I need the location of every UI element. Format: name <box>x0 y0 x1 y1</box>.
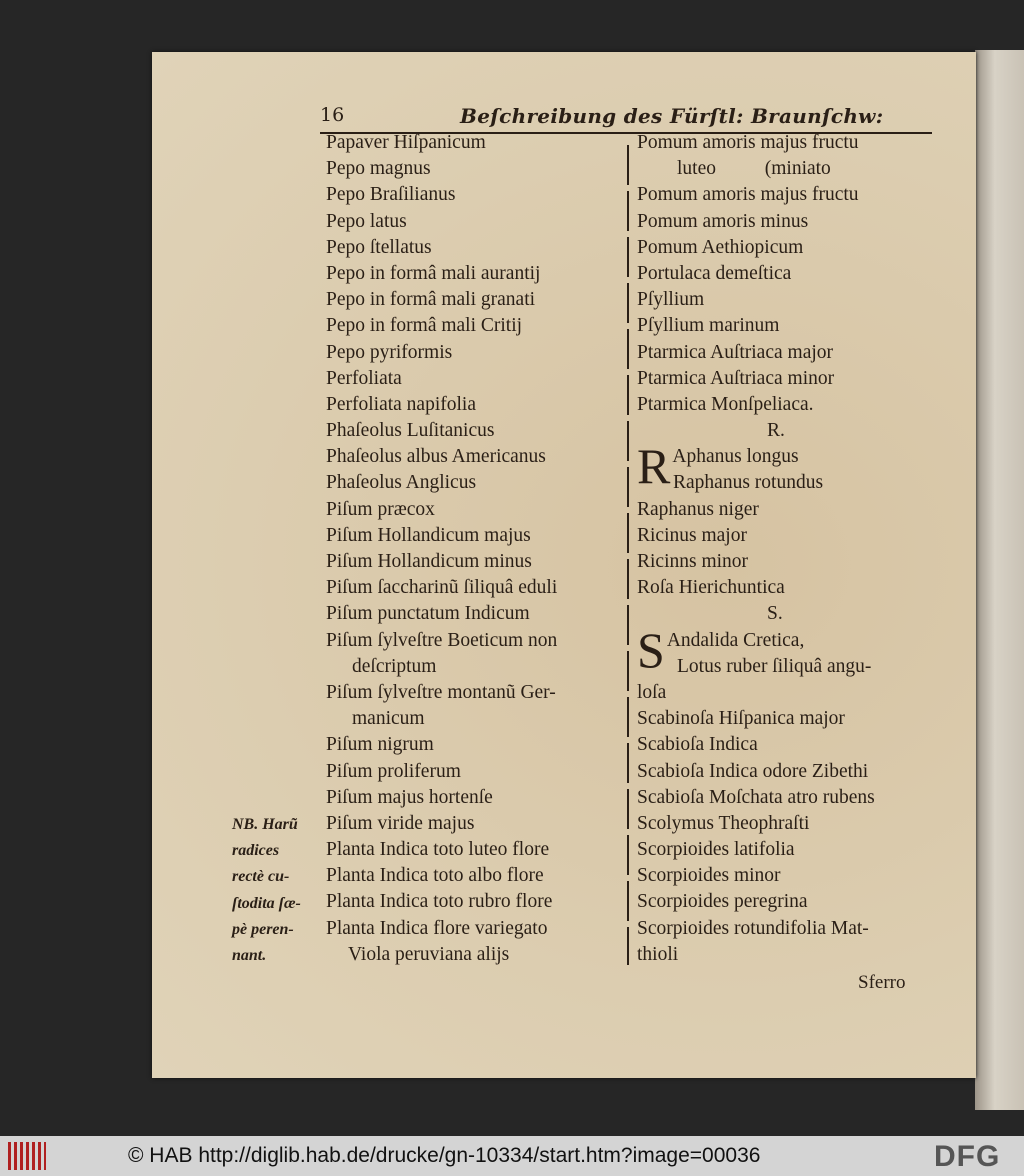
list-item <box>637 497 875 523</box>
list-item <box>637 549 875 575</box>
entry-text: Raphanus niger <box>637 498 759 520</box>
entry-text: Pepo latus <box>326 210 407 232</box>
list-item <box>637 785 875 811</box>
entry-text: Roſa Hierichuntica <box>637 577 785 599</box>
entry-text: Pomum Aethiopicum <box>637 236 804 258</box>
right-column <box>637 130 875 968</box>
list-item <box>637 130 875 156</box>
entry-text: Scabioſa Indica odore Zibethi <box>637 760 869 782</box>
list-item <box>637 601 875 627</box>
footer-link[interactable]: © HAB http://diglib.hab.de/drucke/gn-10334/start.htm?image=00036 <box>128 1144 761 1167</box>
entry-text: Ricinns minor <box>637 551 749 572</box>
entry-text: Phaſeolus albus Americanus <box>326 446 546 468</box>
dfg-logo: DFG <box>934 1140 1001 1173</box>
entry-text: pè peren- <box>232 920 294 938</box>
next-page-edge <box>975 50 1024 1110</box>
entry-text: Pſyllium marinum <box>637 315 780 337</box>
list-item <box>326 575 557 601</box>
list-item <box>326 942 557 968</box>
list-item <box>637 418 875 444</box>
list-item <box>326 549 557 575</box>
entry-text: NB. Harũ <box>232 816 298 833</box>
entry-text: Scorpioides peregrina <box>637 891 808 913</box>
entry-text: Piſum ſylveſtre montanũ Ger- <box>326 681 556 703</box>
entry-text: Pomum amoris minus <box>637 210 809 232</box>
entry-text: Scorpioides latifolia <box>637 839 795 861</box>
entry-text: Pepo Braſilianus <box>326 184 456 206</box>
entry-text: Phaſeolus Luſitanicus <box>326 420 495 442</box>
entry-text: Perfoliata napifolia <box>326 393 476 415</box>
list-item <box>326 654 557 680</box>
list-item <box>637 470 875 496</box>
entry-text: Piſum proliferum <box>326 760 461 782</box>
entry-text: Piſum præcox <box>326 498 435 520</box>
entry-text: radices <box>232 842 280 860</box>
margin-note <box>232 812 301 969</box>
list-item <box>326 732 557 758</box>
column-divider <box>627 145 629 965</box>
list-item <box>637 366 875 392</box>
entry-text: Pepo magnus <box>326 158 431 180</box>
entry-text: Papaver Hiſpanicum <box>326 132 486 153</box>
entry-text: Planta Indica toto luteo flore <box>326 839 550 861</box>
list-item <box>637 942 875 968</box>
list-item <box>637 837 875 863</box>
entry-text: Planta Indica flore variegato <box>326 917 548 939</box>
list-item <box>326 261 557 287</box>
list-item <box>326 444 557 470</box>
list-item <box>326 759 557 785</box>
entry-text: thioli <box>637 943 679 965</box>
entry-text: Piſum Hollandicum minus <box>326 551 532 572</box>
entry-text: Scabioſa Indica <box>637 734 758 756</box>
left-column <box>326 130 557 968</box>
drop-cap: R <box>637 438 671 495</box>
margin-note-line <box>232 864 301 890</box>
page-number: 16 <box>320 104 345 126</box>
drop-cap: S <box>637 621 665 678</box>
hab-logo-icon <box>8 1142 46 1170</box>
entry-text: Pomum amoris majus fructu <box>637 132 859 153</box>
list-item <box>637 680 875 706</box>
list-item <box>637 759 875 785</box>
margin-note-line <box>232 838 301 864</box>
margin-note-line <box>232 891 301 917</box>
entry-text: Aphanus longus <box>672 446 799 468</box>
entry-text: R. <box>767 420 785 442</box>
list-item <box>637 340 875 366</box>
entry-text: ſtodita ſæ- <box>232 894 301 912</box>
list-item <box>326 313 557 339</box>
entry-text: loſa <box>637 681 667 703</box>
entry-text: Pepo in formâ mali granati <box>326 289 536 311</box>
list-item <box>326 601 557 627</box>
entry-text: Viola peruviana alijs <box>348 943 510 965</box>
entry-text: Ptarmica Auſtriaca minor <box>637 367 835 389</box>
list-item <box>326 837 557 863</box>
entry-text: Piſum majus hortenſe <box>326 786 493 808</box>
list-item <box>326 863 557 889</box>
list-item <box>637 182 875 208</box>
entry-text: nant. <box>232 946 267 964</box>
list-item <box>326 811 557 837</box>
margin-note-line <box>232 917 301 943</box>
list-item <box>326 680 557 706</box>
margin-note-line <box>232 812 301 838</box>
list-item <box>326 366 557 392</box>
margin-note-line <box>232 943 301 969</box>
list-item <box>637 156 875 182</box>
list-item <box>637 732 875 758</box>
list-item <box>637 392 875 418</box>
running-title: Beſchreibung des Fürſtl: Braunſchw: <box>460 104 884 128</box>
list-item <box>326 392 557 418</box>
entry-text: Perfoliata <box>326 367 402 389</box>
entry-text: deſcriptum <box>352 655 437 677</box>
footer-bar <box>0 1136 1024 1176</box>
list-item <box>637 209 875 235</box>
list-item <box>637 575 875 601</box>
list-item <box>637 261 875 287</box>
list-item <box>326 156 557 182</box>
catchword: Sferro <box>858 972 906 993</box>
list-item <box>326 889 557 915</box>
list-item <box>326 470 557 496</box>
list-item <box>326 418 557 444</box>
entry-text: Scabioſa Moſchata atro rubens <box>637 786 875 808</box>
entry-text: Portulaca demeſtica <box>637 262 792 284</box>
entry-text: Piſum ſaccharinũ ſiliquâ eduli <box>326 577 558 599</box>
list-item <box>637 235 875 261</box>
entry-text: Raphanus rotundus <box>673 472 824 494</box>
list-item <box>637 523 875 549</box>
list-item <box>637 863 875 889</box>
entry-text: Piſum Hollandicum majus <box>326 524 531 546</box>
list-item <box>326 340 557 366</box>
entry-text: Pſyllium <box>637 289 705 311</box>
entry-text: Ptarmica Auſtriaca major <box>637 341 834 363</box>
entry-text: luteo (miniato <box>677 158 831 180</box>
list-item <box>637 889 875 915</box>
entry-text: Pepo in formâ mali aurantij <box>326 262 541 284</box>
entry-text: Pomum amoris majus fructu <box>637 184 859 206</box>
list-item <box>326 523 557 549</box>
entry-text: Pepo ſtellatus <box>326 236 432 258</box>
entry-text: Planta Indica toto rubro flore <box>326 891 553 913</box>
entry-text: Scorpioides rotundifolia Mat- <box>637 917 869 939</box>
entry-text: S. <box>767 603 783 625</box>
list-item <box>326 209 557 235</box>
entry-text: Scorpioides minor <box>637 865 781 887</box>
list-item <box>326 287 557 313</box>
entry-text: rectè cu- <box>232 868 290 886</box>
list-item <box>637 287 875 313</box>
entry-text: Piſum punctatum Indicum <box>326 603 530 625</box>
list-item <box>326 235 557 261</box>
list-item <box>637 313 875 339</box>
entry-text: Andalida Cretica, <box>666 629 805 651</box>
entry-text: Lotus ruber ſiliquâ angu- <box>677 655 872 677</box>
entry-text: Piſum viride majus <box>326 812 475 834</box>
list-item <box>637 654 875 680</box>
list-item <box>326 785 557 811</box>
entry-text: Phaſeolus Anglicus <box>326 472 477 494</box>
list-item <box>637 811 875 837</box>
entry-text: Piſum ſylveſtre Boeticum non <box>326 629 558 651</box>
list-item <box>326 628 557 654</box>
entry-text: Planta Indica toto albo flore <box>326 865 544 887</box>
entry-text: Scolymus Theophraſti <box>637 812 810 834</box>
entry-text: manicum <box>352 708 425 730</box>
entry-text: Pepo pyriformis <box>326 341 453 363</box>
list-item <box>326 916 557 942</box>
entry-text: Pepo in formâ mali Critij <box>326 315 523 337</box>
entry-text: Ptarmica Monſpeliaca. <box>637 393 814 415</box>
list-item <box>326 497 557 523</box>
list-item <box>326 182 557 208</box>
entry-text: Ricinus major <box>637 524 747 546</box>
entry-text: Piſum nigrum <box>326 734 434 756</box>
entry-text: Scabinoſa Hiſpanica major <box>637 708 845 730</box>
list-item <box>326 706 557 732</box>
list-item <box>637 916 875 942</box>
list-item <box>326 130 557 156</box>
list-item <box>637 706 875 732</box>
